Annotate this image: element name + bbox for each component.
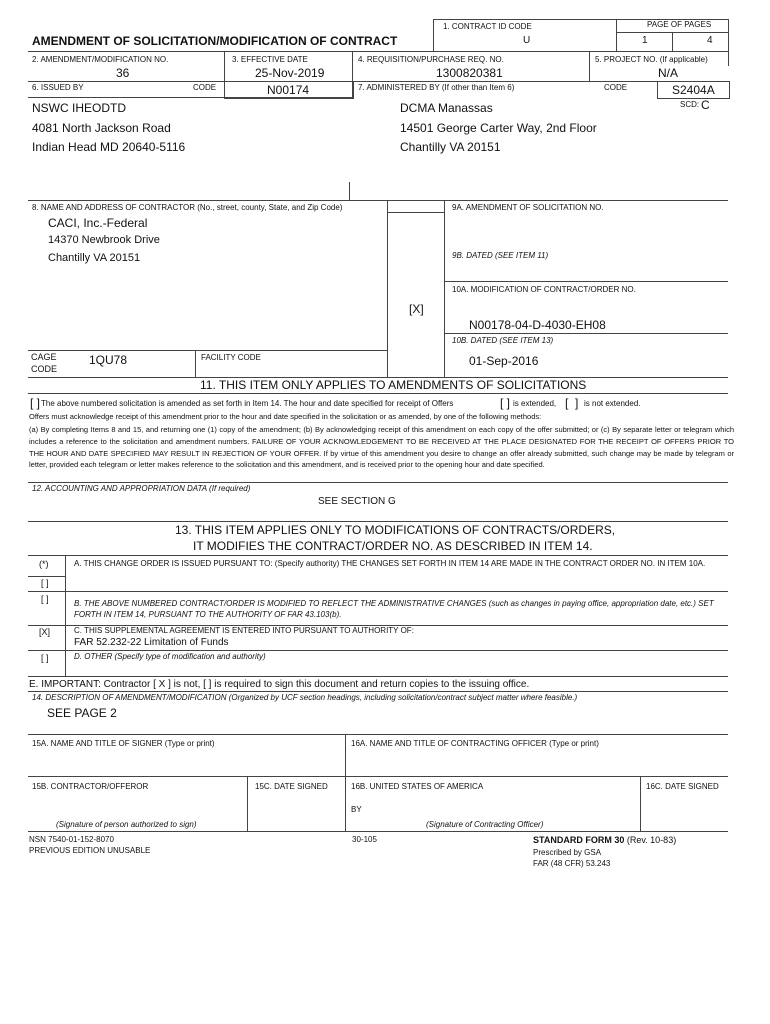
scd-label: SCD: <box>680 100 700 109</box>
requisition-label: 4. REQUISITION/PURCHASE REQ. NO. <box>358 55 504 64</box>
item-13-heading-2: IT MODIFIES THE CONTRACT/ORDER NO. AS DESCRIBED IN ITEM 14. <box>193 539 593 553</box>
item-10a-value: N00178-04-D-4030-EH08 <box>469 318 606 332</box>
item-13-heading: 13. THIS ITEM APPLIES ONLY TO MODIFICATIONS OF CONTRACTS/ORDERS, <box>175 523 616 537</box>
contractor-line: 14370 Newbrook Drive <box>48 234 160 246</box>
scd-value: C <box>701 98 710 112</box>
item-16a-label: 16A. NAME AND TITLE OF CONTRACTING OFFICER (Type or print) <box>351 739 599 748</box>
item-e-text: E. IMPORTANT: Contractor [ X ] is not, [ ] is required to sign this document and return copies to the issuing office. <box>29 679 530 690</box>
divider <box>349 182 350 200</box>
previous-edition-note: PREVIOUS EDITION UNUSABLE <box>29 846 151 855</box>
item-15b-label: 15B. CONTRACTOR/OFFEROR <box>32 782 149 791</box>
cage-code-label: CODE <box>31 364 58 374</box>
amendment-no-value: 36 <box>116 66 130 80</box>
item-9a-label: 9A. AMENDMENT OF SOLICITATION NO. <box>452 203 604 212</box>
item-11-line1: The above numbered solicitation is amended as set forth in Item 14. The hour and date specified for receipt of Offers <box>41 399 454 408</box>
requisition-value: 1300820381 <box>436 66 503 80</box>
bracket-icon: [ ] <box>565 396 579 410</box>
standard-form-revision: (Rev. 10-83) <box>624 835 677 845</box>
bracket-icon: [ ] <box>500 396 511 410</box>
cage-code-value: 1QU78 <box>89 353 128 367</box>
project-no-label: 5. PROJECT NO. (If applicable) <box>595 55 708 64</box>
item-11-paragraph: (a) By completing Items 8 and 15, and returning one (1) copy of the amendment; (b) By acknowledging receipt of this amendment on each copy of the offer submitted; or (c) By separate letter or telegram which includes a reference to the solicitation and amendment numbers. FAILURE OF YOUR ACKNOWLEDGEMENT TO BE RECEIVED AT THE PLACE DESIGNATED FOR THE RECEIPT OF OFFERS PRIOR TO THE HOUR AND DATE SPECIFIED MAY RESULT IN REJECTION OF YOUR OFFER. If by virtue of this amendment you desire to change an offer already submitted, such change may be made by telegram or letter, provided each telegram or letter makes reference to the solicitation and this amendment, and is received prior to the opening hour and date specified. <box>29 425 734 470</box>
item-16c-label: 16C. DATE SIGNED <box>646 782 719 791</box>
bracket-icon: [ ] <box>30 396 41 410</box>
item-13c-checkbox: [X] <box>39 627 51 637</box>
item-13-star: (*) <box>39 559 49 569</box>
administered-code-label: CODE <box>604 83 628 92</box>
item-15c-label: 15C. DATE SIGNED <box>255 782 328 791</box>
contractor-signature-caption: (Signature of person authorized to sign) <box>56 820 197 829</box>
issued-code-label: CODE <box>193 83 217 92</box>
item-13a-text: A. THIS CHANGE ORDER IS ISSUED PURSUANT TO: (Specify authority) THE CHANGES SET FORTH IN ITEM 14 ARE MADE IN THE CONTRACT ORDER NO. IN ITEM 10A. <box>74 559 706 568</box>
issued-by-label: 6. ISSUED BY <box>32 83 84 92</box>
item-11-line2: Offers must acknowledge receipt of this amendment prior to the hour and date specified in the solicitation or as amended, by one of the following methods: <box>29 412 542 421</box>
item-10a-label: 10A. MODIFICATION OF CONTRACT/ORDER NO. <box>452 285 636 294</box>
effective-date-value: 25-Nov-2019 <box>255 66 325 80</box>
page-total: 4 <box>707 35 713 46</box>
item-10b-label: 10B. DATED (SEE ITEM 13) <box>452 336 554 345</box>
item-13d-text: D. OTHER (Specify type of modification and authority) <box>74 652 266 661</box>
item-15a-label: 15A. NAME AND TITLE OF SIGNER (Type or print) <box>32 739 215 748</box>
form-code: 30-105 <box>352 835 377 844</box>
amendment-no-label: 2. AMENDMENT/MODIFICATION NO. <box>32 55 169 64</box>
project-no-value: N/A <box>658 66 679 80</box>
administered-by-label: 7. ADMINISTERED BY (If other than Item 6) <box>358 83 515 92</box>
item-9b-label: 9B. DATED (SEE ITEM 11) <box>452 251 549 260</box>
page-of-pages-label: PAGE OF PAGES <box>647 20 712 29</box>
page-number: 1 <box>642 35 648 46</box>
item-12-value: SEE SECTION G <box>318 496 396 507</box>
nsn-number: NSN 7540-01-152-8070 <box>29 835 114 844</box>
far-reference: FAR (48 CFR) 53.243 <box>533 859 611 868</box>
item-13d-checkbox: [ ] <box>41 653 49 663</box>
item-12-label: 12. ACCOUNTING AND APPROPRIATION DATA (If required) <box>32 484 251 493</box>
contractor-line: Chantilly VA 20151 <box>48 252 141 264</box>
item-14-label: 14. DESCRIPTION OF AMENDMENT/MODIFICATION (Organized by UCF section headings, including solicitation/contract subject matter where feasible.) <box>32 693 578 702</box>
item-13b-text: B. THE ABOVE NUMBERED CONTRACT/ORDER IS MODIFIED TO REFLECT THE ADMINISTRATIVE CHANGES (such as changes in paying office, appropriation date, etc.) SET FORTH IN ITEM 14, PURSUANT TO THE AUTHORITY OF FAR 43.103(b). <box>74 599 714 619</box>
item-11-extended: is extended, <box>513 399 557 408</box>
item-13c-text: C. THIS SUPPLEMENTAL AGREEMENT IS ENTERED INTO PURSUANT TO AUTHORITY OF: <box>74 626 414 635</box>
issuer-line: Indian Head MD 20640-5116 <box>32 140 186 154</box>
officer-signature-caption: (Signature of Contracting Officer) <box>426 820 544 829</box>
administered-code-value: S2404A <box>672 83 715 97</box>
contract-id-label: 1. CONTRACT ID CODE <box>443 22 532 31</box>
standard-form-label <box>533 836 676 845</box>
item-13c-value: FAR 52.232-22 Limitation of Funds <box>74 637 229 648</box>
contract-id-value: U <box>523 35 531 46</box>
contractor-label: 8. NAME AND ADDRESS OF CONTRACTOR (No., street, county, State, and Zip Code) <box>32 203 343 212</box>
item-13a-checkbox: [ ] <box>41 578 49 588</box>
effective-date-label: 3. EFFECTIVE DATE <box>232 55 308 64</box>
standard-form-name: STANDARD FORM 30 <box>533 835 625 845</box>
item-16b-label: 16B. UNITED STATES OF AMERICA <box>351 782 484 791</box>
issuer-line: 4081 North Jackson Road <box>32 121 171 135</box>
administrator-line: Chantilly VA 20151 <box>400 140 501 154</box>
contractor-line: CACI, Inc.-Federal <box>48 216 148 230</box>
administrator-line: DCMA Manassas <box>400 101 493 115</box>
modification-checkbox: [X] <box>409 302 424 316</box>
item-10b-value: 01-Sep-2016 <box>469 354 539 368</box>
item-13b-checkbox: [ ] <box>41 594 49 604</box>
prescribed-by: Prescribed by GSA <box>533 848 602 857</box>
item-11-heading: 11. THIS ITEM ONLY APPLIES TO AMENDMENTS OF SOLICITATIONS <box>200 378 587 392</box>
item-14-value: SEE PAGE 2 <box>47 706 117 720</box>
issuer-line: NSWC IHEODTD <box>32 101 126 115</box>
form-title: AMENDMENT OF SOLICITATION/MODIFICATION OF CONTRACT <box>32 34 398 48</box>
by-label: BY <box>351 805 362 814</box>
administrator-line: 14501 George Carter Way, 2nd Floor <box>400 121 597 135</box>
facility-code-label: FACILITY CODE <box>201 353 261 362</box>
issued-code-value: N00174 <box>267 83 310 97</box>
item-11-not-extended: is not extended. <box>584 399 641 408</box>
cage-label: CAGE <box>31 352 57 362</box>
